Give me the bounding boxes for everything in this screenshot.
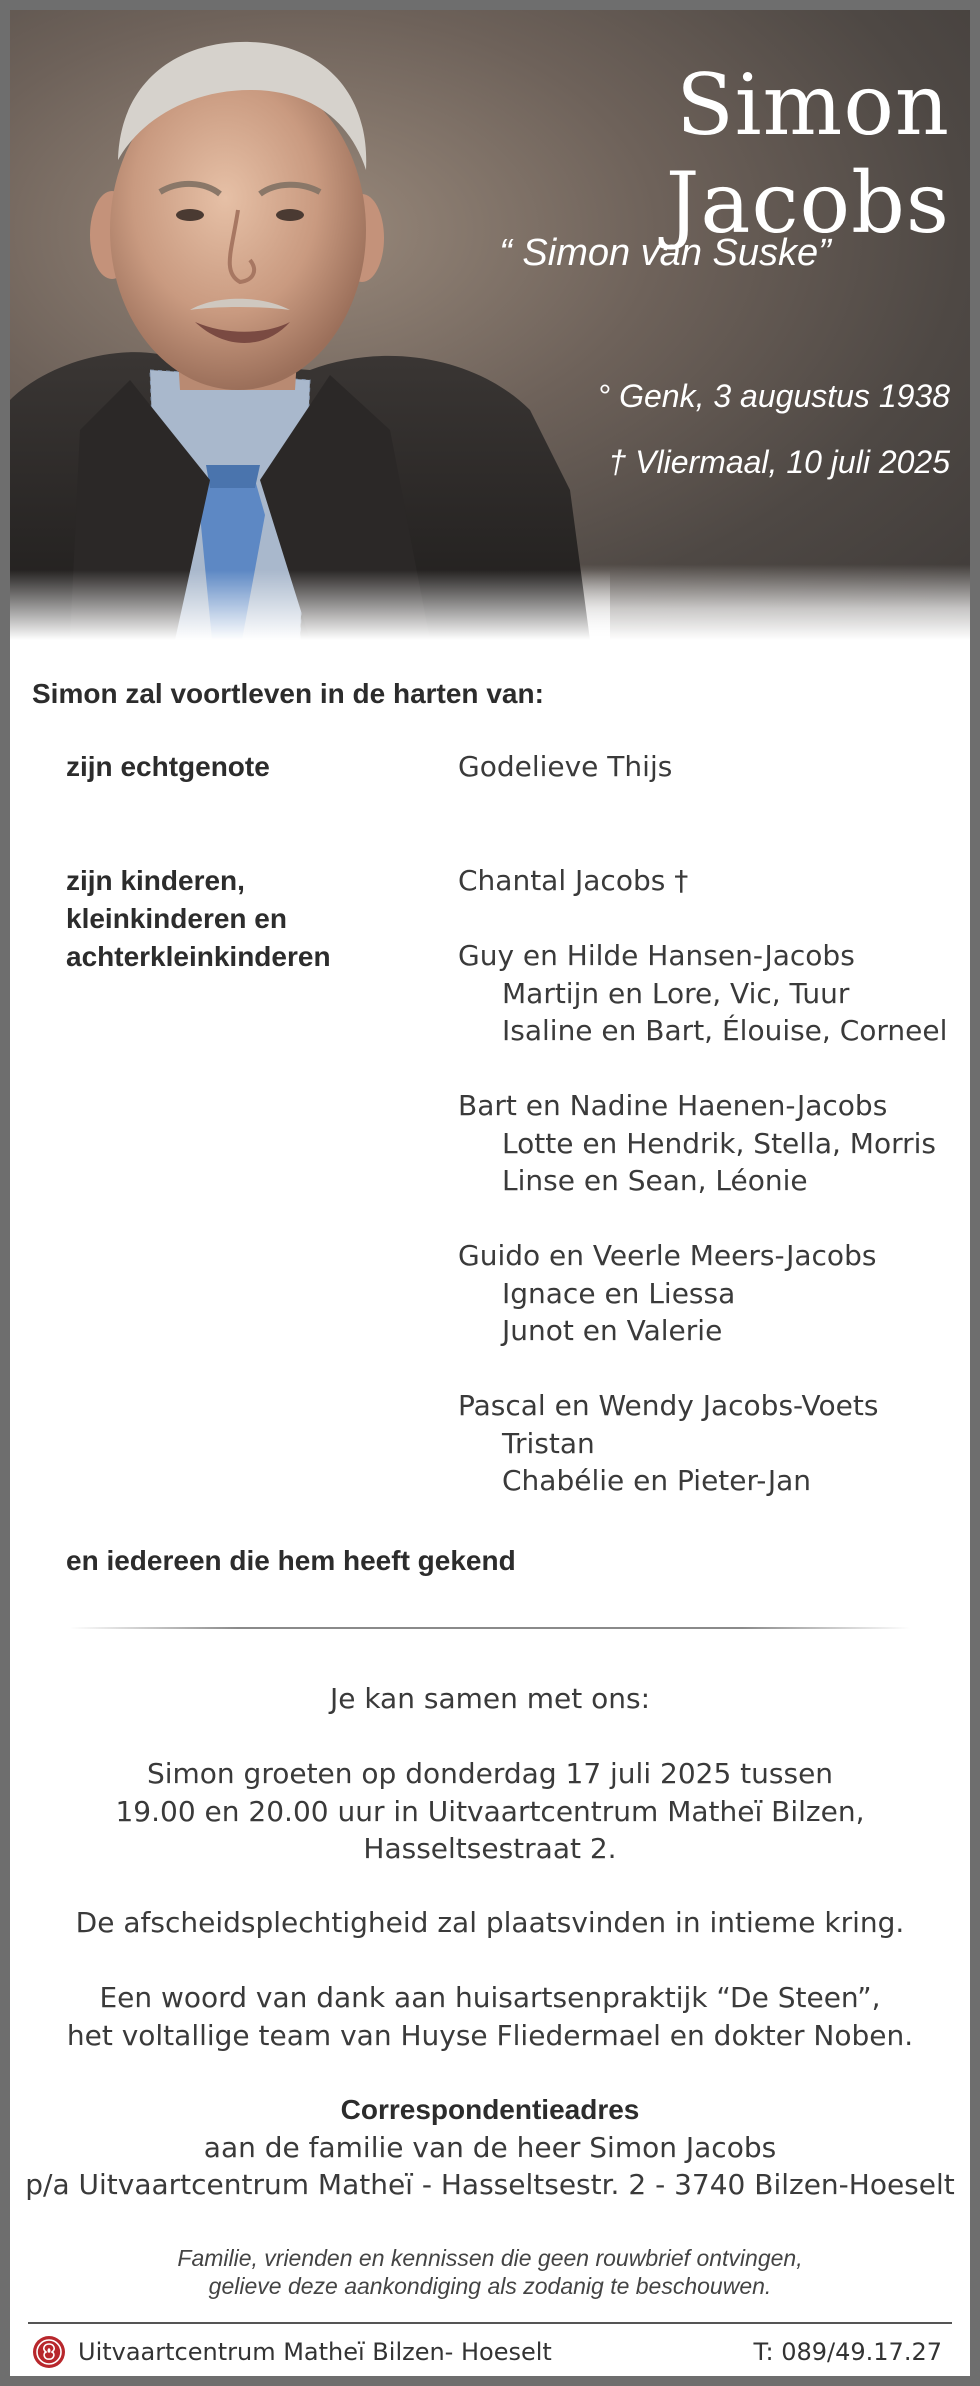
everyone-label [66,1542,516,1580]
footer-company [32,2332,552,2372]
header-banner [10,10,970,640]
intro-text: Simon zal voortleven in de harten van: [32,678,544,709]
birth-date: ° Genk, 3 augustus 1938 [597,378,950,414]
family-head: Guido en Veerle Meers-Jacobs [458,1239,877,1272]
family-member: Tristan [502,1426,595,1460]
everyone-text: en iedereen die hem heeft gekend [66,1545,516,1576]
invitation-intro-text: Je kan samen met ons: [329,1682,651,1715]
children-label [66,862,331,976]
family-member: Isaline en Bart, Élouise, Corneel [502,1014,948,1047]
family-member: Martijn en Lore, Vic, Tuur [502,976,850,1010]
correspondence-block [10,2091,970,2204]
correspondence-line: aan de familie van de heer Simon Jacobs [203,2130,777,2164]
deceased-name: Simon Jacobs [665,56,950,252]
footnote-line: gelieve deze aankondiging als zodanig te beschouwen. [208,2273,772,2299]
divider [70,1627,910,1629]
visitation-line: Simon groeten op donderdag 17 juli 2025 tussen [146,1757,834,1790]
spouse-label-text: zijn echtgenote [66,751,270,782]
family-member: Linse en Sean, Léonie [502,1164,808,1197]
family-head: Guy en Hilde Hansen-Jacobs [458,939,855,972]
family-head: Pascal en Wendy Jacobs-Voets [458,1389,879,1422]
correspondence-line: p/a Uitvaartcentrum Matheï - Hasseltsestr. 2 - 3740 Bilzen-Hoeselt [25,2168,955,2201]
footer-divider [28,2322,952,2324]
death-date: † Vliermaal, 10 juli 2025 [608,444,950,480]
thanks-line: Een woord van dank aan huisartsenpraktijk “De Steen”, [99,1981,881,2014]
family-member: Junot en Valerie [502,1314,723,1347]
spouse-name: Godelieve Thijs [458,750,673,783]
family-member: Ignace en Liessa [502,1276,736,1310]
children-label-line: zijn kinderen, [66,865,245,896]
nickname: “ Simon van Suske” [499,232,831,274]
thanks-info [10,1979,970,2054]
footnote-line: Familie, vrienden en kennissen die geen rouwbrief ontvingen, [177,2245,803,2271]
family-list [458,862,958,1500]
visitation-line: 19.00 en 20.00 uur in Uitvaartcentrum Matheï Bilzen, [115,1794,865,1828]
rose-logo-icon [32,2335,66,2369]
children-label-line: achterkleinkinderen [66,941,331,972]
family-member: Lotte en Hendrik, Stella, Morris [502,1126,936,1160]
family-head: Bart en Nadine Haenen-Jacobs [458,1089,888,1122]
correspondence-heading: Correspondentieadres [340,2094,640,2125]
invitation-intro [10,1680,970,1718]
footnote [10,2244,970,2300]
visitation-info [10,1755,970,1868]
ceremony-line: De afscheidsplechtigheid zal plaatsvinden in intieme kring. [75,1906,905,1939]
spouse-label [66,748,270,786]
ceremony-info [10,1904,970,1942]
thanks-line: het voltallige team van Huyse Fliedermael en dokter Noben. [66,2018,914,2052]
family-head: Chantal Jacobs † [458,864,689,897]
spouse-name-block [458,748,958,786]
company-name: Uitvaartcentrum Matheï Bilzen- Hoeselt [78,2338,552,2366]
footer-phone [753,2332,942,2372]
visitation-line: Hasseltsestraat 2. [363,1832,617,1865]
family-member: Chabélie en Pieter-Jan [502,1464,812,1497]
phone-number: T: 089/49.17.27 [753,2338,942,2366]
children-label-line: kleinkinderen en [66,903,287,934]
